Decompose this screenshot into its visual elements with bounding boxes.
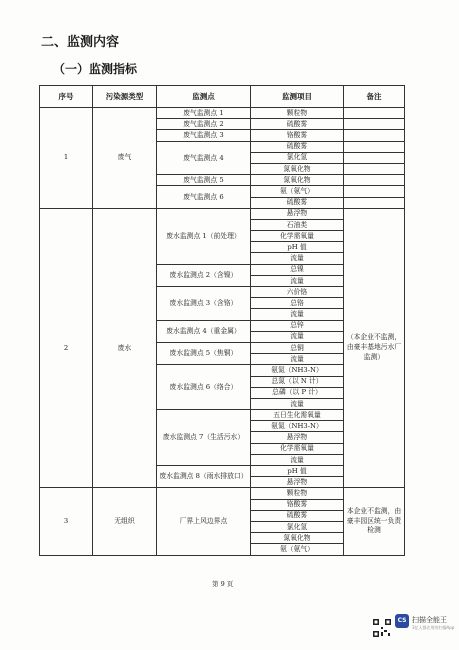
monitoring-item: 硫酸雾 bbox=[251, 119, 344, 130]
monitoring-table bbox=[39, 85, 405, 556]
table-header-row bbox=[40, 86, 405, 108]
monitoring-point: 废水监测点 7（生活污水） bbox=[157, 410, 251, 466]
monitoring-point: 废气监测点 5 bbox=[157, 175, 251, 186]
monitoring-item: 氮氧化物 bbox=[251, 533, 344, 544]
monitoring-item: 悬浮物 bbox=[251, 477, 344, 488]
monitoring-point: 废水监测点 6（络合） bbox=[157, 365, 251, 410]
table-body bbox=[40, 108, 405, 556]
monitoring-item: 氯化氢 bbox=[251, 521, 344, 532]
header-no: 序号 bbox=[40, 86, 93, 108]
monitoring-point: 废气监测点 3 bbox=[157, 130, 251, 141]
monitoring-item: 总氮（以 N 计） bbox=[251, 376, 344, 387]
remark-empty bbox=[344, 130, 405, 141]
header-type: 污染源类型 bbox=[93, 86, 157, 108]
page-number: 第 9 页 bbox=[212, 580, 234, 588]
monitoring-item: 悬浮物 bbox=[251, 208, 344, 219]
row-number: 3 bbox=[40, 488, 93, 555]
remark-empty bbox=[344, 163, 405, 174]
table-row bbox=[40, 108, 405, 119]
monitoring-item: 氨（氨气） bbox=[251, 544, 344, 555]
remark-empty bbox=[344, 141, 405, 152]
table-row bbox=[40, 488, 405, 499]
remark-empty bbox=[344, 119, 405, 130]
monitoring-point: 废水监测点 3（含铬） bbox=[157, 287, 251, 321]
monitoring-item: 铬酸雾 bbox=[251, 130, 344, 141]
source-type: 废气 bbox=[93, 108, 157, 209]
monitoring-point: 废气监测点 1 bbox=[157, 108, 251, 119]
monitoring-item: 六价铬 bbox=[251, 287, 344, 298]
monitoring-item: 悬浮物 bbox=[251, 432, 344, 443]
monitoring-point: 废气监测点 4 bbox=[157, 141, 251, 175]
table-row bbox=[40, 208, 405, 219]
monitoring-item: 硫酸雾 bbox=[251, 510, 344, 521]
monitoring-item: 化学需氧量 bbox=[251, 231, 344, 242]
scanner-tagline: 3亿人都在用的扫描App bbox=[412, 625, 455, 630]
section-title: 二、监测内容 bbox=[41, 35, 120, 50]
qr-code-icon bbox=[372, 618, 392, 638]
remark: （本企业不监测，由豪丰基地污水厂监测） bbox=[344, 208, 405, 488]
monitoring-point: 废气监测点 2 bbox=[157, 119, 251, 130]
subsection-title: （一）监测指标 bbox=[53, 62, 138, 76]
monitoring-point: 厂界上风边界点 bbox=[157, 488, 251, 555]
row-number: 2 bbox=[40, 208, 93, 488]
monitoring-item: 流量 bbox=[251, 354, 344, 365]
monitoring-point: 废水监测点 5（焦铜） bbox=[157, 342, 251, 364]
scanner-watermark bbox=[395, 612, 459, 650]
monitoring-point: 废水监测点 1（前处理） bbox=[157, 208, 251, 264]
remark-empty bbox=[344, 152, 405, 163]
remark-empty bbox=[344, 197, 405, 208]
remark: 本企业不监测，由豪丰园区统一负责检测 bbox=[344, 488, 405, 555]
monitoring-item: 五日生化需氧量 bbox=[251, 410, 344, 421]
header-note: 备注 bbox=[344, 86, 405, 108]
monitoring-point: 废水监测点 8（雨水排放口） bbox=[157, 466, 251, 488]
monitoring-item: 硫酸雾 bbox=[251, 141, 344, 152]
monitoring-item: 流量 bbox=[251, 309, 344, 320]
monitoring-item: 流量 bbox=[251, 398, 344, 409]
scanner-name: 扫描全能王 bbox=[412, 616, 447, 624]
header-item: 监测项目 bbox=[251, 86, 344, 108]
scanner-logo: CS bbox=[395, 614, 409, 628]
monitoring-item: 总铬 bbox=[251, 298, 344, 309]
monitoring-item: 流量 bbox=[251, 454, 344, 465]
row-number: 1 bbox=[40, 108, 93, 209]
monitoring-point: 废水监测点 4（重金属） bbox=[157, 320, 251, 342]
monitoring-item: 流量 bbox=[251, 275, 344, 286]
monitoring-point: 废水监测点 2（含镍） bbox=[157, 264, 251, 286]
monitoring-item: 总锌 bbox=[251, 320, 344, 331]
monitoring-item: pH 值 bbox=[251, 242, 344, 253]
monitoring-item: 总磷（以 P 计） bbox=[251, 387, 344, 398]
monitoring-item: 氨（氨气） bbox=[251, 186, 344, 197]
remark-empty bbox=[344, 186, 405, 197]
monitoring-item: 流量 bbox=[251, 331, 344, 342]
monitoring-item: pH 值 bbox=[251, 466, 344, 477]
monitoring-item: 流量 bbox=[251, 253, 344, 264]
source-type: 无组织 bbox=[93, 488, 157, 555]
monitoring-item: 石油类 bbox=[251, 219, 344, 230]
monitoring-item: 氨氮（NH3-N） bbox=[251, 365, 344, 376]
monitoring-item: 颗粒物 bbox=[251, 108, 344, 119]
remark-empty bbox=[344, 175, 405, 186]
source-type: 废水 bbox=[93, 208, 157, 488]
monitoring-item: 氨氮（NH3-N） bbox=[251, 421, 344, 432]
monitoring-item: 氯化氢 bbox=[251, 152, 344, 163]
monitoring-item: 总铜 bbox=[251, 342, 344, 353]
monitoring-item: 总镍 bbox=[251, 264, 344, 275]
monitoring-item: 氮氧化物 bbox=[251, 175, 344, 186]
monitoring-item: 铬酸雾 bbox=[251, 499, 344, 510]
remark-empty bbox=[344, 108, 405, 119]
monitoring-item: 氮氧化物 bbox=[251, 163, 344, 174]
header-point: 监测点 bbox=[157, 86, 251, 108]
monitoring-item: 颗粒物 bbox=[251, 488, 344, 499]
monitoring-item: 硫酸雾 bbox=[251, 197, 344, 208]
monitoring-point: 废气监测点 6 bbox=[157, 186, 251, 208]
monitoring-item: 化学需氧量 bbox=[251, 443, 344, 454]
